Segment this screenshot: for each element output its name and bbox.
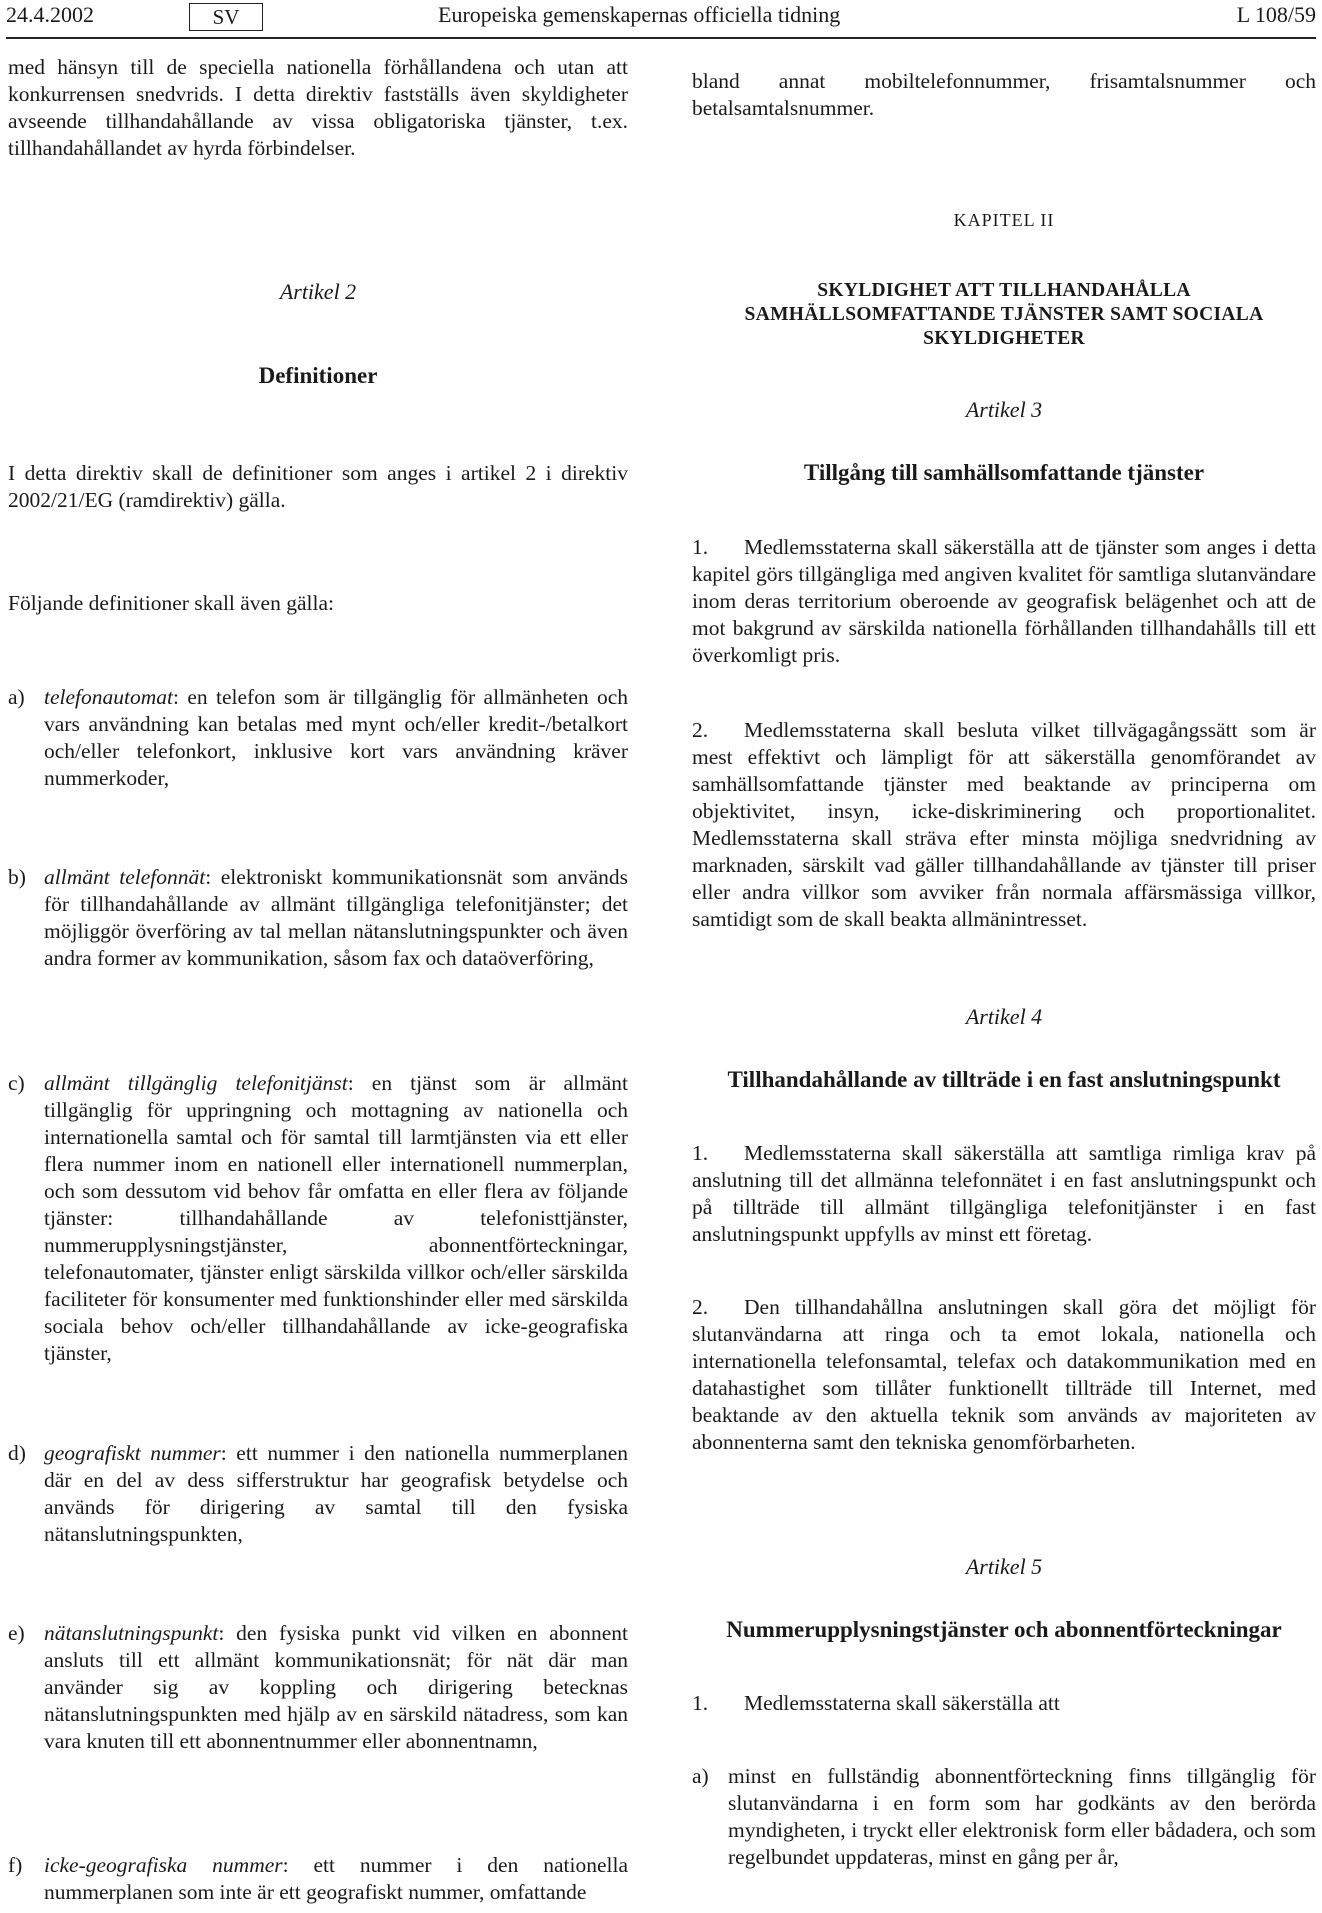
article-2-title: Definitioner <box>258 363 378 388</box>
article-4-paragraph-1: 1. Medlemsstaterna skall säkerställa att samtliga rimliga krav på anslutning till det allmänna telefonnätet i en fast anslutningspunkt och på tillträde till allmänt tillgängliga telefonitjänster i en fast anslutningspunkt uppfylls av minst ett företag. <box>692 1141 1316 1246</box>
definition-d: d) geografiskt nummer: ett nummer i den nationella nummerplanen där en del av dess sifferstruktur har geografisk betydelse och används för dirigering av samtal till den fysiska nätanslutningspunkten, <box>8 1441 628 1546</box>
article-3-label: Artikel 3 <box>965 397 1043 422</box>
definitions-lead: Följande definitioner skall även gälla: <box>8 591 334 615</box>
definition-a: a) telefonautomat: en telefon som är tillgänglig för allmänheten och vars användning kan betalas med mynt och/eller kredit-/betalkort och/eller telefonkort, inklusive kort vars användning kräver nummerkoder, <box>8 685 628 790</box>
intro-paragraph: med hänsyn till de speciella nationella förhållandena och utan att konkurrensen snedvrids. I detta direktiv fastställs även skyldigheter avseende tillhandahållande av vissa obligatoriska tjänster, t.ex. tillhandahållandet av hyrda förbindelser. <box>8 55 628 160</box>
article-3-paragraph-1: 1. Medlemsstaterna skall säkerställa att de tjänster som anges i detta kapitel görs tillgängliga med angiven kvalitet för samtliga slutanvändare inom deras territorium oberoende av geografisk belägenhet och att de mot bakgrund av särskilda nationella förhållanden tillhandahålls till ett överkomligt pris. <box>692 535 1316 667</box>
definition-f: f) icke-geografiska nummer: ett nummer i den nationella nummerplanen som inte är ett geografiskt nummer, omfattande <box>8 1853 628 1904</box>
article-5-item-a: a) minst en fullständig abonnentförteckning finns tillgänglig för slutanvändarna i en form som har godkänts av den berörda myndigheten, i tryckt eller elektronisk form eller bådadera, och som regelbundet uppdateras, minst en gång per år, <box>692 1764 1316 1869</box>
chapter-title: SKYLDIGHET ATT TILLHANDAHÅLLA SAMHÄLLSOMFATTANDE TJÄNSTER SAMT SOCIALA SKYLDIGHETER <box>744 280 1264 349</box>
page-header <box>6 0 1316 36</box>
publication-date: 24.4.2002 <box>6 2 94 27</box>
journal-title: Europeiska gemenskapernas officiella tidning <box>438 2 841 27</box>
article-3-title: Tillgång till samhällsomfattande tjänster <box>803 460 1205 485</box>
continued-definition: bland annat mobiltelefonnummer, frisamtalsnummer och betalsamtalsnummer. <box>692 69 1316 120</box>
article-2-label: Artikel 2 <box>279 279 357 304</box>
definition-b: b) allmänt telefonnät: elektroniskt kommunikationsnät som används för tillhandahållande av allmänt tillgängliga telefonitjänster; det möjliggör överföring av tal mellan nätanslutningspunkter och även andra former av kommunikation, såsom fax och dataöverföring, <box>8 865 628 970</box>
article-5-label: Artikel 5 <box>965 1554 1043 1579</box>
article-4-paragraph-2: 2. Den tillhandahållna anslutningen skall göra det möjligt för slutanvändarna att ringa och ta emot lokala, nationella och internationella telefonsamtal, telefax och datakommunikation med en datahastighet som tillåter funktionellt tillträde till Internet, med beaktande av den aktuella teknik som används av majoriteten av abonnenterna samt den tekniska genomförbarheten. <box>692 1295 1316 1454</box>
definition-term: allmänt telefonnät <box>44 865 206 889</box>
page-number: L 108/59 <box>1236 2 1316 27</box>
article-5-title: Nummerupplysningstjänster och abonnentförteckningar <box>726 1617 1282 1642</box>
article-4-label: Artikel 4 <box>965 1004 1043 1029</box>
language-badge: SV <box>189 3 263 31</box>
definition-term: nätanslutningspunkt <box>44 1621 219 1645</box>
definition-term: icke-geografiska nummer <box>44 1853 283 1877</box>
definition-c: c) allmänt tillgänglig telefonitjänst: en tjänst som är allmänt tillgänglig för uppringning och mottagning av nationella och internationella samtal och för samtal till larmtjänsten via ett eller flera nummer inom en nationell eller internationell nummerplan, och som dessutom vid behov får omfatta en eller flera av följande tjänster: tillhandahållande av telefonisttjänster, nummerupplysningstjänster, abonnentförteckningar, telefonautomater, tjänster enligt särskilda villkor och/eller särskilda faciliteter för konsumenter med funktionshinder eller med särskilda sociala behov och/eller tillhandahållande av icke-geografiska tjänster, <box>8 1071 628 1365</box>
definitions-intro: I detta direktiv skall de definitioner som anges i artikel 2 i direktiv 2002/21/EG (ramdirektiv) gälla. <box>8 461 628 512</box>
article-5-paragraph-1: 1. Medlemsstaterna skall säkerställa att <box>692 1691 1060 1715</box>
article-4-title: Tillhandahållande av tillträde i en fast anslutningspunkt <box>727 1067 1281 1092</box>
definition-term: allmänt tillgänglig telefonitjänst <box>44 1071 348 1095</box>
definition-e: e) nätanslutningspunkt: den fysiska punkt vid vilken en abonnent ansluts till ett allmänt kommunikationsnät; för nät där man använder sig av koppling och dirigering betecknas nätanslutningspunkten med hjälp av en särskild nätadress, som kan vara knuten till ett abonnentnummer eller abonnentnamn, <box>8 1621 628 1753</box>
header-rule <box>6 37 1316 39</box>
definition-term: telefonautomat <box>44 685 173 709</box>
chapter-label: KAPITEL II <box>953 210 1055 230</box>
definition-term: geografiskt nummer <box>44 1441 221 1465</box>
article-3-paragraph-2: 2. Medlemsstaterna skall besluta vilket tillvägagångssätt som är mest effektivt och lämpligt för att säkerställa genomförandet av samhällsomfattande tjänster med beaktande av principerna om objektivitet, insyn, icke-diskriminering och proportionalitet. Medlemsstaterna skall sträva efter minsta möjliga snedvridning av marknaden, särskilt vad gäller tillhandahållande av tjänster till priser eller andra villkor som avviker från normala affärsmässiga villkor, samtidigt som de skall beakta allmänintresset. <box>692 718 1316 931</box>
